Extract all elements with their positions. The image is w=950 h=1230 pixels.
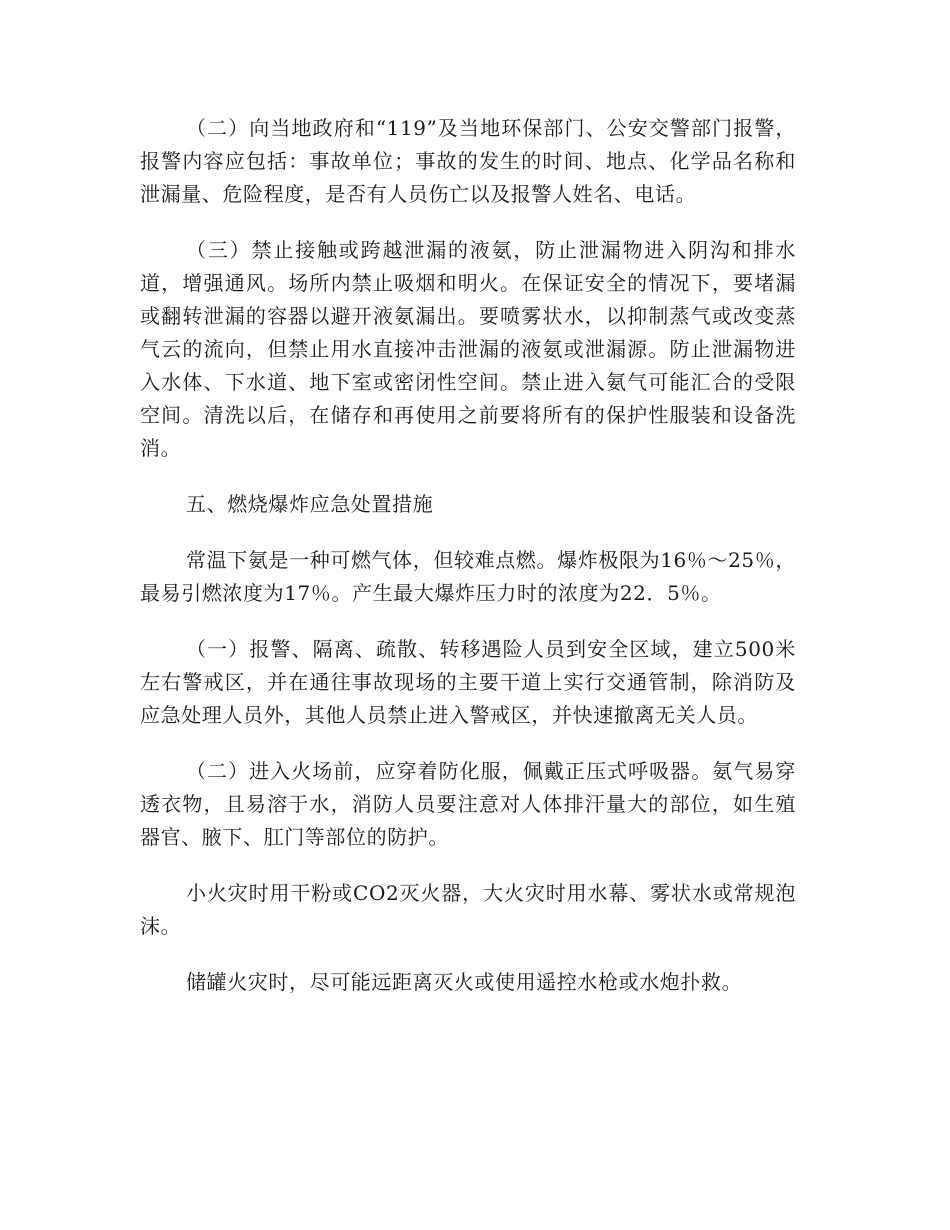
section-heading-fire-explosion: 五、燃烧爆炸应急处置措施 xyxy=(186,492,434,516)
paragraph-explosion-limits: 常温下氨是一种可燃气体，但较难点燃。爆炸极限为16％～25％，最易引燃浓度为17％。产生最大爆炸压力时的浓度为22．5％。 xyxy=(140,548,796,605)
paragraph-evacuation: （一）报警、隔离、疏散、转移遇险人员到安全区域，建立500米左右警戒区，并在通往事故现场的主要干道上实行交通管制，除消防及应急处理人员外，其他人员禁止进入警戒区，并快速撤离无关人员。 xyxy=(140,637,796,727)
paragraph-leak-control: （三）禁止接触或跨越泄漏的液氨，防止泄漏物进入阴沟和排水道，增强通风。场所内禁止吸烟和明火。在保证安全的情况下，要堵漏或翻转泄漏的容器以避开液氨漏出。要喷雾状水，以抑制蒸气或改变蒸气云的流向，但禁止用水直接冲击泄漏的液氨或泄漏源。防止泄漏物进入水体、下水道、地下室或密闭性空间。禁止进入氨气可能汇合的受限空间。清洗以后，在储存和再使用之前要将所有的保护性服装和设备洗消。 xyxy=(140,238,796,460)
paragraph-protective-gear: （二）进入火场前，应穿着防化服，佩戴正压式呼吸器。氨气易穿透衣物，且易溶于水，消防人员要注意对人体排汗量大的部位，如生殖器官、腋下、肛门等部位的防护。 xyxy=(140,759,796,849)
document-body xyxy=(140,112,796,1022)
paragraph-tank-fire: 储罐火灾时，尽可能远距离灭火或使用遥控水枪或水炮扑救。 xyxy=(186,970,743,994)
paragraph-report-police: （二）向当地政府和“119”及当地环保部门、公安交警部门报警，报警内容应包括：事故单位；事故的发生的时间、地点、化学品名称和泄漏量、危险程度，是否有人员伤亡以及报警人姓名、电话。 xyxy=(140,116,796,206)
paragraph-small-fire: 小火灾时用干粉或CO2灭火器，大火灾时用水幕、雾状水或常规泡沫。 xyxy=(140,881,796,938)
